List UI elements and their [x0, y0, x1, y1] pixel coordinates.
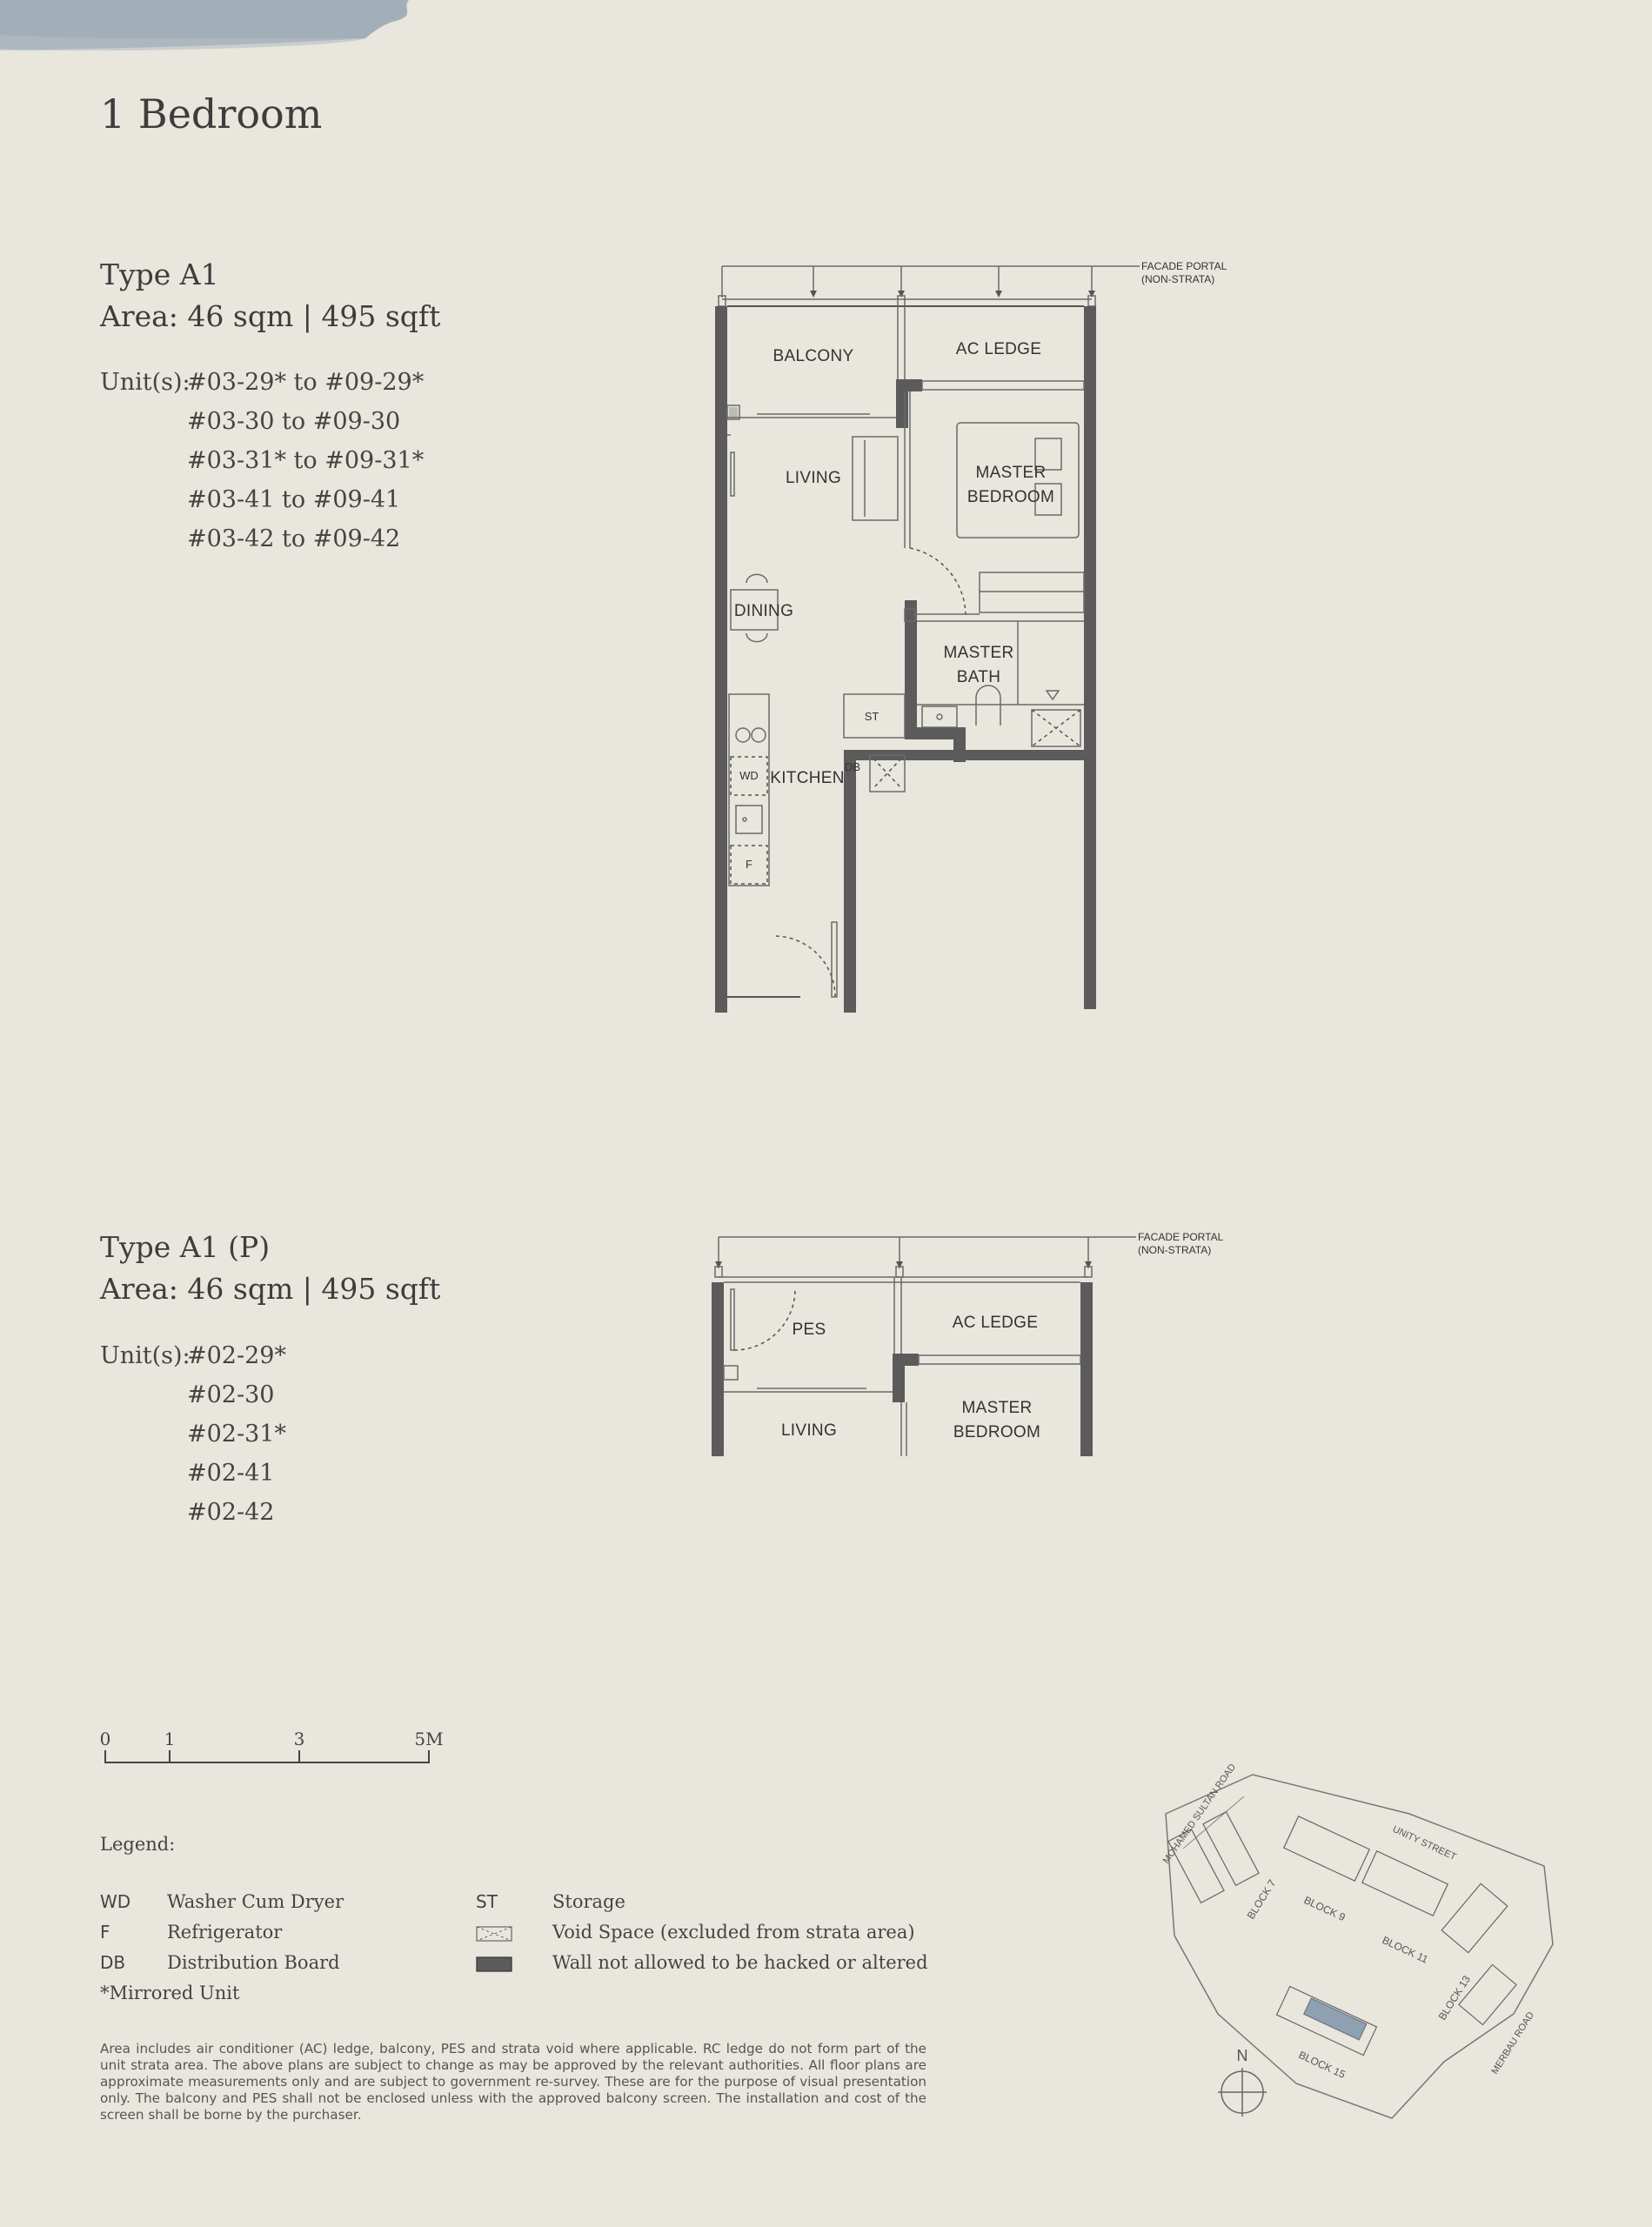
scale-tick-label: 5M — [414, 1729, 444, 1749]
block-label: BLOCK 11 — [1380, 1934, 1430, 1966]
unit-range: #02-41 — [187, 1460, 275, 1487]
facade-label: (NON-STRATA) — [1141, 273, 1215, 285]
page-title: 1 Bedroom — [100, 90, 323, 137]
units-label: Unit(s): — [100, 1342, 191, 1369]
block-label: BLOCK 9 — [1301, 1894, 1348, 1924]
road-label: MERBAU ROAD — [1489, 2010, 1536, 2077]
room-label-kitchen: KITCHEN — [770, 769, 845, 787]
units-label: Unit(s): — [100, 369, 191, 396]
label-f: F — [746, 858, 752, 871]
room-label-pes: PES — [792, 1321, 826, 1339]
site-blocks — [1168, 1812, 1516, 2056]
facade-label: FACADE PORTAL — [1141, 260, 1227, 272]
legend-text: Distribution Board — [167, 1952, 340, 1973]
north-label: N — [1236, 2047, 1248, 2064]
facade-portal — [719, 266, 1140, 306]
unit-range: #02-42 — [187, 1499, 275, 1526]
room-label-living: LIVING — [780, 1421, 838, 1440]
unit-range: #02-30 — [187, 1381, 275, 1408]
room-label-master-bedroom: MASTER — [961, 1399, 1033, 1417]
type-a1-title: Type A1 — [100, 257, 219, 291]
legend-code-st: ST — [476, 1891, 498, 1912]
room-label-master-bath: MASTER — [943, 644, 1014, 662]
room-label-ac-ledge: AC LEDGE — [952, 1314, 1039, 1332]
legend-text: Wall not allowed to be hacked or altered — [552, 1952, 928, 1973]
type-a1p-area: Area: 46 sqm | 495 sqft — [100, 1272, 441, 1306]
unit-range: #03-41 to #09-41 — [187, 486, 401, 513]
legend-text: Washer Cum Dryer — [167, 1891, 344, 1912]
type-a1p-title: Type A1 (P) — [100, 1230, 271, 1264]
scale-tick-label: 3 — [293, 1729, 305, 1749]
void-space-symbol — [476, 1926, 512, 1942]
unit-range: #02-29* — [187, 1342, 286, 1369]
scale-tick-label: 1 — [164, 1729, 176, 1749]
label-wd: WD — [739, 769, 759, 782]
floor-plan-a1p — [705, 1227, 1244, 1461]
floor-plan-a1 — [705, 252, 1244, 1035]
road-label: UNITY STREET — [1390, 1823, 1458, 1863]
room-label-master-bedroom: BEDROOM — [966, 488, 1055, 506]
room-label-ac-ledge: AC LEDGE — [955, 340, 1042, 358]
unit-range: #03-31* to #09-31* — [187, 447, 425, 474]
unit-range: #03-42 to #09-42 — [187, 525, 401, 552]
room-label-master-bath: BATH — [956, 668, 1001, 686]
north-arrow — [1218, 2047, 1267, 2117]
unit-range: #03-29* to #09-29* — [187, 369, 425, 396]
room-label-living: LIVING — [785, 469, 842, 487]
legend-code-wd: WD — [100, 1891, 131, 1912]
disclaimer: Area includes air conditioner (AC) ledge, balcony, PES and strata void where applicable. RC ledge do not form part of the unit strata area. The above plans are subject to change as may be approved by the relevant authorities. All floor plans are approximate measurements only and are subject to government re-survey. These are for the purpose of visual presentation only. The balcony and PES shall not be enclosed unless with the approved balcony screen. The installation and cost of the screen shall be borne by the purchaser. — [100, 2041, 926, 2123]
legend-code-db: DB — [100, 1952, 126, 1973]
room-label-master-bedroom: BEDROOM — [953, 1423, 1041, 1441]
room-label-dining: DINING — [733, 602, 794, 620]
road-label: MOHAMED SULTAN ROAD — [1160, 1762, 1239, 1866]
scale-tick-label: 0 — [100, 1729, 111, 1749]
unit-range: #02-31* — [187, 1421, 286, 1448]
room-label-master-bedroom: MASTER — [975, 464, 1047, 482]
legend-code-f: F — [100, 1922, 110, 1943]
brush-stroke-decoration — [0, 0, 418, 52]
facade-label: FACADE PORTAL — [1138, 1231, 1224, 1243]
block-label: BLOCK 7 — [1244, 1877, 1279, 1922]
wall-symbol — [476, 1956, 512, 1972]
legend-heading: Legend: — [100, 1834, 176, 1855]
label-db: DB — [844, 760, 861, 773]
site-plan-key — [1148, 1762, 1557, 2127]
label-st: ST — [864, 710, 880, 723]
legend-text: Void Space (excluded from strata area) — [552, 1922, 915, 1943]
unit-range: #03-30 to #09-30 — [187, 408, 401, 435]
block-label: BLOCK 15 — [1296, 2049, 1348, 2081]
legend-text: Refrigerator — [167, 1922, 283, 1943]
structural-walls — [715, 306, 1096, 1013]
facade-portal — [715, 1237, 1136, 1277]
mirrored-unit-note: *Mirrored Unit — [100, 1983, 240, 2003]
block-label: BLOCK 13 — [1435, 1973, 1473, 2023]
scale-bar — [100, 1728, 448, 1771]
room-label-balcony: BALCONY — [772, 347, 854, 365]
legend-text: Storage — [552, 1891, 625, 1912]
type-a1-area: Area: 46 sqm | 495 sqft — [100, 299, 441, 333]
facade-label: (NON-STRATA) — [1138, 1244, 1212, 1256]
